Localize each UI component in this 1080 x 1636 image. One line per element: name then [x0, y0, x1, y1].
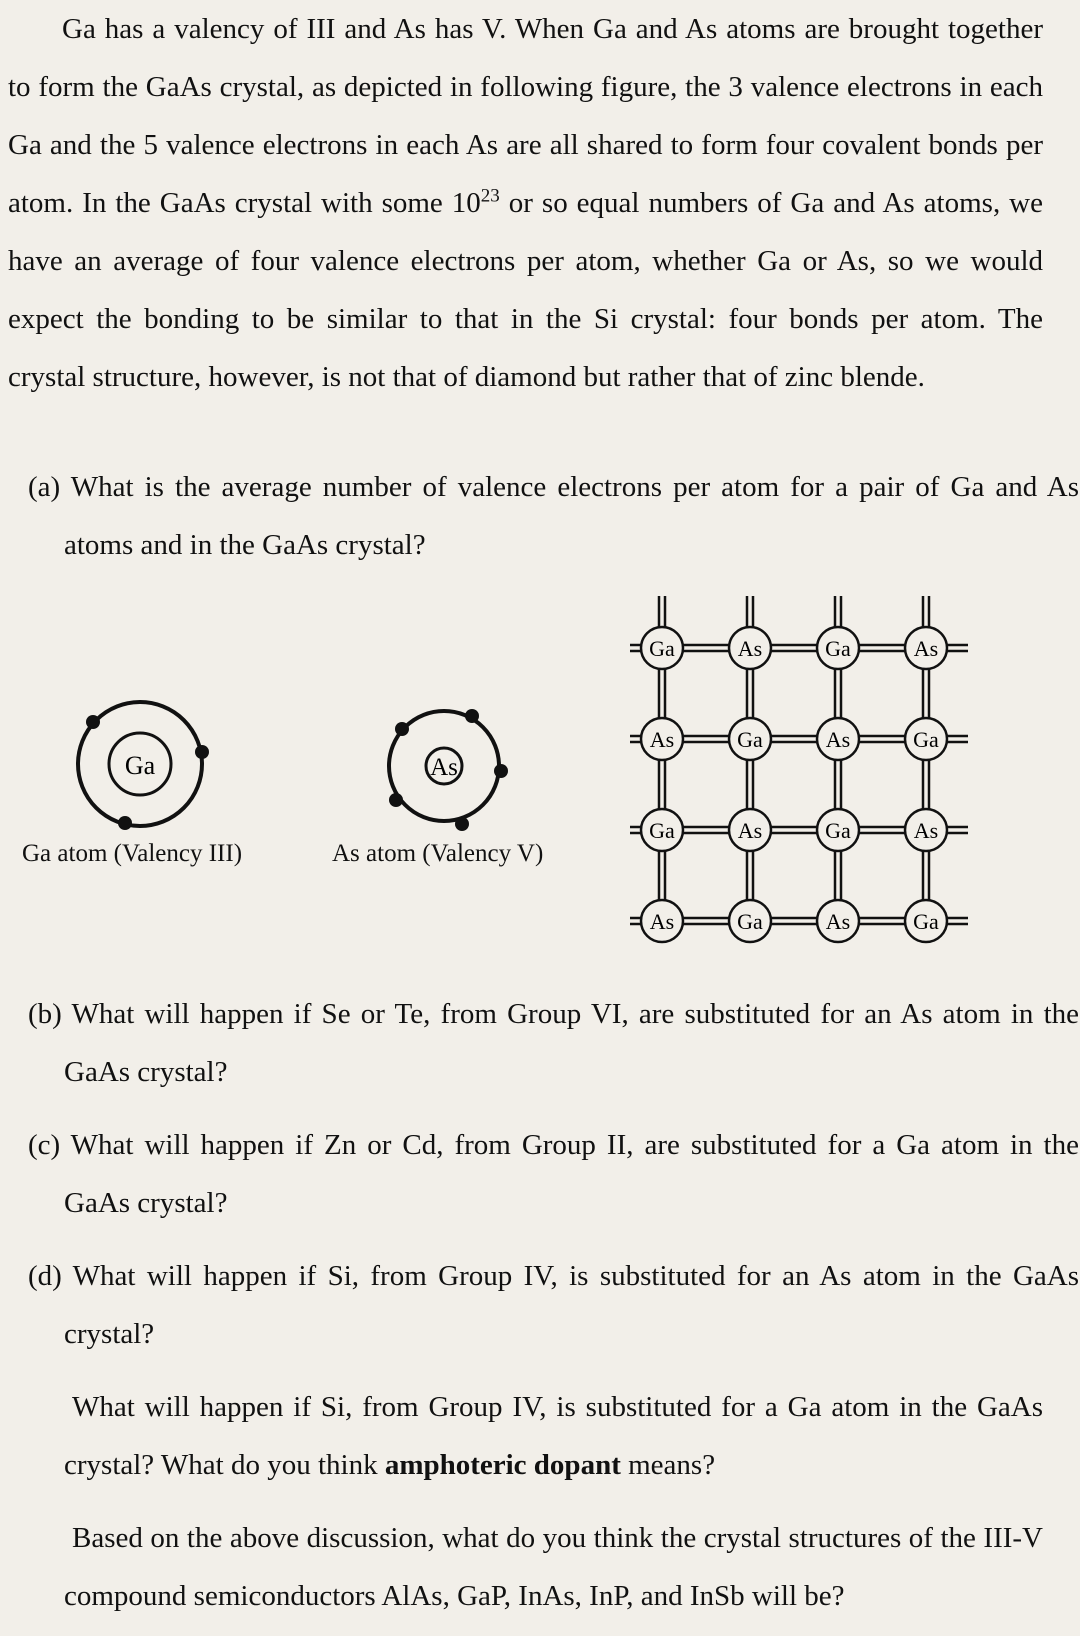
lattice-atom-label: As: [913, 818, 939, 843]
lattice-atom-label: Ga: [737, 909, 763, 934]
question-d: (d) What will happen if Si, from Group IV, is substituted for an As atom in the GaAs crystal?: [28, 1260, 1079, 1350]
lattice-atom-label: As: [913, 636, 939, 661]
lattice-atom-label: As: [649, 727, 675, 752]
question-a: (a) What is the average number of valence electrons per atom for a pair of Ga and As atoms and in the GaAs crystal?: [28, 471, 1079, 561]
lattice-atom-label: As: [825, 727, 851, 752]
question-amphoteric-post: means?: [620, 1449, 716, 1481]
question-amphoteric-pre: What will happen if Si, from Group IV, is substituted for a Ga atom in the GaAs crystal? What do you think: [64, 1391, 1043, 1481]
ga-atom-diagram: [70, 694, 210, 834]
lattice-atom-label: Ga: [649, 636, 675, 661]
ga-electron: [118, 816, 132, 830]
as-electron: [395, 722, 409, 736]
lattice-atom-label: As: [737, 636, 763, 661]
lattice-atom-label: As: [649, 909, 675, 934]
lattice-atom-label: As: [737, 818, 763, 843]
as-atom-caption: As atom (Valency V): [332, 840, 544, 867]
ga-atom-caption: Ga atom (Valency III): [22, 840, 243, 867]
as-electron: [455, 817, 469, 831]
gaas-lattice-diagram: [630, 596, 1030, 976]
as-electron: [465, 709, 479, 723]
ga-electron: [195, 745, 209, 759]
as-electron: [389, 793, 403, 807]
question-amphoteric: [64, 1378, 1043, 1494]
lattice-atom-label: Ga: [913, 727, 939, 752]
question-b: (b) What will happen if Se or Te, from Group VI, are substituted for an As atom in the GaAs crystal?: [28, 998, 1079, 1088]
question-crystal-structures: Based on the above discussion, what do you think the crystal structures of the III-V compound semiconductors AlAs, GaP, InAs, InP, and InSb will be?: [64, 1522, 1043, 1612]
intro-text-1: Ga has a valency of III and As has V. When Ga and As atoms are brought together to form the GaAs crystal, as depicted in following figure, the 3 valence electrons in each Ga and the 5 valence electrons in each As are all shared to form four covalent bonds per atom. In the GaAs crystal with some 10: [8, 13, 1043, 219]
lattice-atom-label: Ga: [913, 909, 939, 934]
amphoteric-dopant-term: amphoteric dopant: [384, 1449, 621, 1481]
intro-paragraph: [8, 0, 1043, 406]
lattice-atom-label: Ga: [825, 818, 851, 843]
as-electron: [494, 764, 508, 778]
ga-symbol: Ga: [124, 751, 156, 780]
as-atom-diagram: [382, 704, 512, 834]
intro-exponent: 23: [480, 185, 500, 207]
intro-text-2: or so equal numbers of Ga and As atoms, we have an average of four valence electrons per atom, whether Ga or As, so we would expect the bonding to be similar to that in the Si crystal: four bonds per atom. The crystal structure, however, is not that of diamond but rather that of zinc blende.: [8, 187, 1043, 393]
lattice-atom-label: Ga: [649, 818, 675, 843]
question-c: (c) What will happen if Zn or Cd, from Group II, are substituted for a Ga atom in the GaAs crystal?: [28, 1129, 1079, 1219]
ga-electron: [86, 715, 100, 729]
lattice-atom-label: As: [825, 909, 851, 934]
lattice-atom-label: Ga: [825, 636, 851, 661]
as-symbol: As: [430, 754, 458, 781]
lattice-atom-label: Ga: [737, 727, 763, 752]
